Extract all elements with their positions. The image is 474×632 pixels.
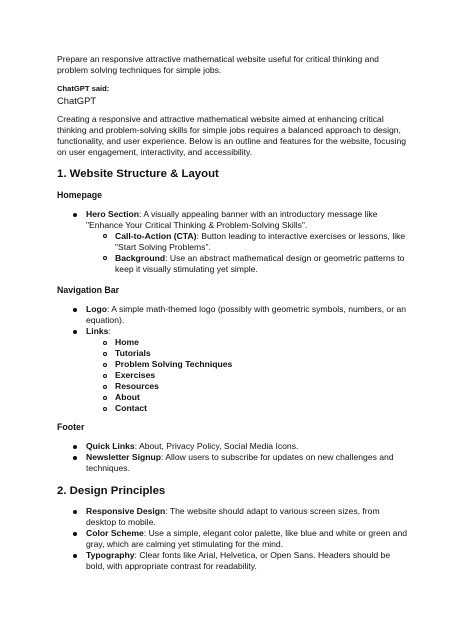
sub-bullet-icon (103, 341, 107, 345)
sub-bullet-icon (103, 363, 107, 367)
bullet-icon (73, 308, 77, 312)
responsive-design-item (86, 506, 380, 517)
responsive-text: : The website should adapt to various screen sizes, from (165, 506, 380, 516)
quick-links-label: Quick Links (86, 441, 135, 451)
intro-line-3: functionality, and user experience. Below is an outline and features for the website, focusing (57, 136, 407, 146)
quick-links-item (86, 441, 298, 452)
sub-bullet-icon (103, 385, 107, 389)
nav-link-contact: Contact (115, 403, 147, 413)
navigation-bar-heading: Navigation Bar (57, 285, 120, 295)
nav-link-tutorials: Tutorials (115, 348, 151, 358)
nav-link-resources: Resources (115, 381, 159, 391)
cta-text: : Button leading to interactive exercises or lessons, like (196, 231, 406, 241)
logo-text: : A simple math-themed logo (possibly with geometric symbols, numbers, or an (107, 304, 406, 314)
bullet-icon (73, 554, 77, 558)
newsletter-label: Newsletter Signup (86, 452, 161, 462)
nav-link-about: About (115, 392, 140, 402)
color-text-line-2: gray, which are calming yet stimulating for the mind. (86, 539, 284, 549)
nav-link-exercises: Exercises (115, 370, 156, 380)
hero-text: : A visually appealing banner with an introductory message like (139, 209, 378, 219)
newsletter-text-line-2: techniques. (86, 463, 130, 473)
bullet-icon (73, 213, 77, 217)
cta-label: Call-to-Action (CTA) (115, 231, 197, 241)
speaker-name: ChatGPT (57, 95, 97, 106)
cta-text-line-2: "Start Solving Problems". (115, 242, 211, 252)
links-colon: : (108, 326, 111, 336)
typography-item (86, 550, 390, 561)
links-item (86, 326, 111, 337)
responsive-text-line-2: desktop to mobile. (86, 517, 156, 527)
background-label: Background (115, 253, 166, 263)
links-label: Links (86, 326, 109, 336)
background-text-line-2: keep it visually stimulating yet simple. (115, 264, 258, 274)
sub-bullet-icon (103, 256, 107, 260)
sub-bullet-icon (103, 396, 107, 400)
intro-line-1: Creating a responsive and attractive mathematical website aimed at enhancing critical (57, 114, 384, 124)
chatgpt-said-label: ChatGPT said: (57, 84, 110, 93)
sub-bullet-icon (103, 352, 107, 356)
color-scheme-item (86, 528, 407, 539)
bullet-icon (73, 330, 77, 334)
color-label: Color Scheme (86, 528, 144, 538)
hero-section-item (86, 209, 377, 220)
cta-item (115, 231, 405, 242)
footer-heading: Footer (57, 422, 85, 432)
logo-item (86, 304, 406, 315)
newsletter-text: : Allow users to subscribe for updates on new challenges and (160, 452, 394, 462)
typography-label: Typography (86, 550, 135, 560)
prompt-line-2: problem solving techniques for simple jobs. (57, 65, 222, 75)
newsletter-item (86, 452, 394, 463)
intro-line-2: thinking and problem-solving skills for simple jobs requires a balanced approach to design, (57, 125, 401, 135)
logo-text-line-2: equation). (86, 315, 125, 325)
intro-line-4: on user engagement, interactivity, and accessibility. (57, 147, 253, 157)
typography-text: : Clear fonts like Arial, Helvetica, or Open Sans. Headers should be (134, 550, 391, 560)
nav-link-problem-solving: Problem Solving Techniques (115, 359, 233, 369)
responsive-label: Responsive Design (86, 506, 166, 516)
hero-label: Hero Section (86, 209, 140, 219)
bullet-icon (73, 532, 77, 536)
section-2-heading: 2. Design Principles (57, 485, 166, 497)
background-text: : Use an abstract mathematical design or geometric patterns to (165, 253, 405, 263)
bullet-icon (73, 510, 77, 514)
bullet-icon (73, 445, 77, 449)
color-text: : Use a simple, elegant color palette, like blue and white or green and (143, 528, 408, 538)
background-item (115, 253, 404, 264)
hero-text-line-2: "Enhance Your Critical Thinking & Problem-Solving Skills". (86, 220, 308, 230)
typography-text-line-2: bold, with appropriate contrast for readability. (86, 561, 257, 571)
homepage-heading: Homepage (57, 190, 102, 200)
sub-bullet-icon (103, 374, 107, 378)
bullet-icon (73, 456, 77, 460)
sub-bullet-icon (103, 234, 107, 238)
quick-links-text: : About, Privacy Policy, Social Media Icons. (134, 441, 299, 451)
sub-bullet-icon (103, 407, 107, 411)
nav-link-home: Home (115, 337, 139, 347)
prompt-line-1: Prepare an responsive attractive mathematical website useful for critical thinking and (57, 54, 379, 64)
logo-label: Logo (86, 304, 107, 314)
section-1-heading: 1. Website Structure & Layout (57, 168, 219, 180)
